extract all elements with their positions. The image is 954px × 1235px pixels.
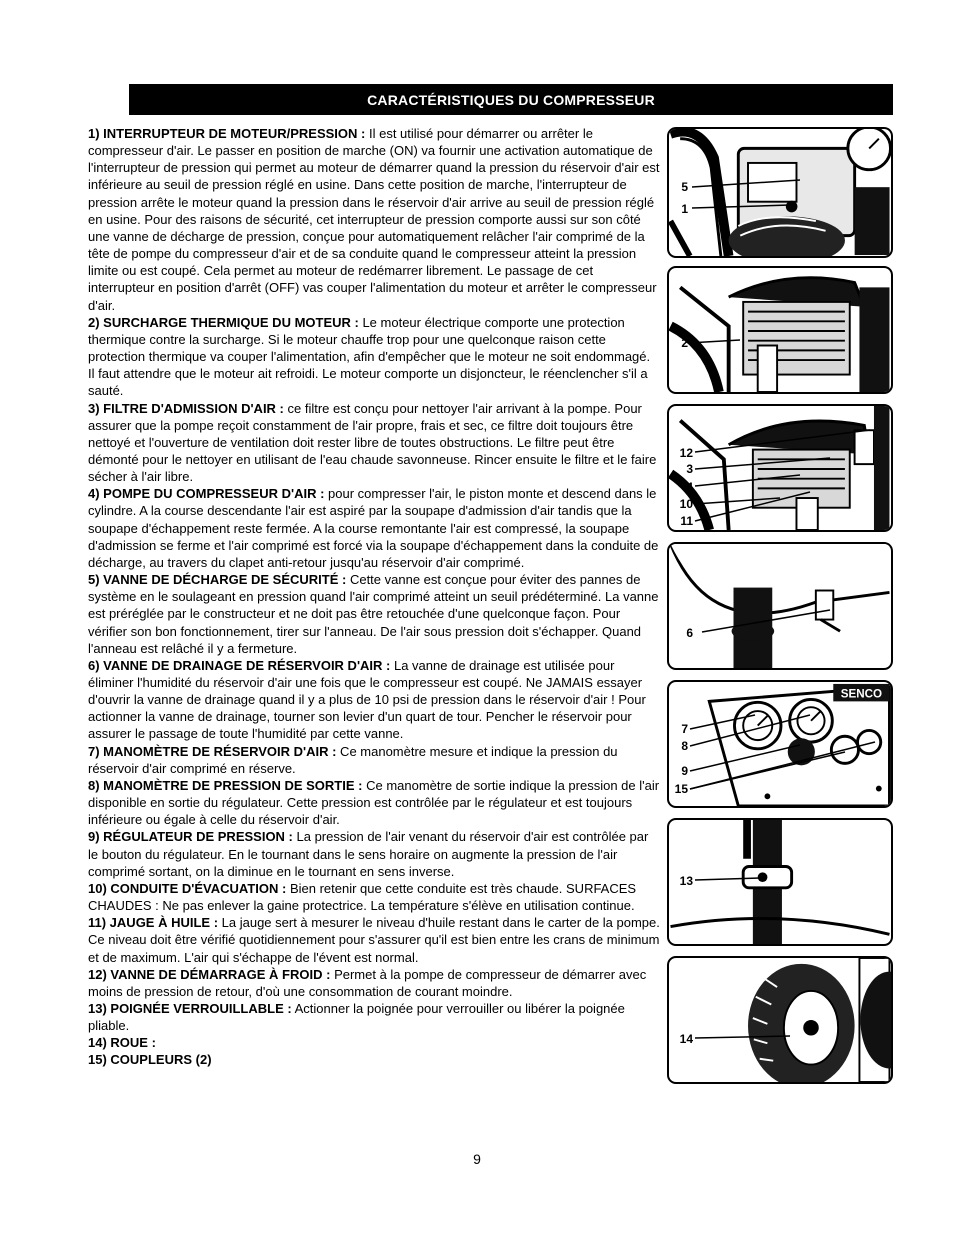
feature-item-1: [88, 125, 660, 314]
feature-item-7: [88, 743, 660, 777]
feature-label: 11) JAUGE À HUILE :: [88, 915, 219, 931]
callout-6: 6: [686, 626, 693, 640]
section-title: CARACTÉRISTIQUES DU COMPRESSEUR: [367, 91, 655, 108]
feature-text: Le moteur électrique comporte une protection thermique contre la surcharge. Si le moteur chauffe trop pour une quelconque raison cette protection thermique va couper l'alimentation, afin d'empêcher que le moteur ne soit endommagé. Il faut attendre que le moteur ait refroidi. Le moteur comporte un disjoncteur, le réenclencher s'il a sauté.: [88, 314, 651, 399]
feature-label: 12) VANNE DE DÉMARRAGE À FROID :: [88, 966, 331, 982]
feature-item-5: [88, 571, 660, 657]
feature-label: 15) COUPLEURS (2): [88, 1052, 212, 1068]
pressure-switch-drawing: [669, 129, 891, 256]
callout-12: 12: [679, 446, 693, 460]
control-panel-drawing: [669, 682, 891, 806]
page-number: 9: [473, 1151, 481, 1167]
feature-text: La vanne de drainage est utilisée pour éliminer l'humidité du réservoir d'air une fois que le compresseur est coupé. Ne JAMAIS essayer d'ouvrir la vanne de drainage quand il y a plus de 10 psi de pression dans le réservoir d'air ! Pour actionner la vanne de drainage, tourner son levier d'un quart de tour. Pencher le réservoir pour assurer le passage de toute l'humidité par cette vanne.: [88, 657, 646, 742]
illustration-motor-overload: [667, 266, 893, 394]
feature-item-4: [88, 485, 660, 571]
callout-1: 1: [681, 202, 688, 216]
callout-3: 3: [686, 462, 693, 476]
feature-label: 8) MANOMÈTRE DE PRESSION DE SORTIE :: [88, 777, 363, 793]
callout-7: 7: [681, 722, 688, 736]
callout-10: 10: [679, 497, 693, 511]
illustration-wheel: [667, 956, 893, 1084]
feature-item-9: [88, 828, 660, 879]
feature-text: Ce manomètre mesure et indique la pression du réservoir d'air comprimé en réserve.: [88, 743, 618, 776]
feature-item-8: [88, 777, 660, 828]
illustration-control-panel: [667, 680, 893, 808]
callout-8: 8: [681, 739, 688, 753]
feature-text: pour compresser l'air, le piston monte et descend dans le cylindre. A la course descendante l'air est aspiré par la soupape d'admission d'air tandis que la soupape d'échappement reste fermée. A la course remontante l'air est compressé, la soupape d'admission se ferme et l'air comprimé est forcé via la soupape d'échappement dans la conduite de décharge, au travers du clapet anti-retour jusqu'au réservoir d'air comprimé.: [88, 486, 659, 570]
feature-label: 9) RÉGULATEUR DE PRESSION :: [88, 829, 293, 845]
feature-text: La jauge sert à mesurer le niveau d'huile restant dans le carter de la pompe. Ce niveau doit être vérifié quotidiennement pour s'assurer qu'il est bien entre les crans de minimum et de maximum. L'air qui s'échappe de l'évent est normal.: [88, 915, 660, 965]
illustration-pressure-switch: [667, 127, 893, 258]
feature-text: ce filtre est conçu pour nettoyer l'air arrivant à la pompe. Pour assurer que la pompe reçoit constamment de l'air propre, frais et sec, ce filtre doit toujours être nettoyé et l'ouverture de ventilation doit rester libre de toutes obstructions. Le filtre peut être démonté pour le nettoyer en utilisant de l'eau chaude savonneuse. Rincer ensuite le filtre et le faire sécher à l'air libre.: [88, 400, 657, 485]
section-title-banner: [129, 84, 893, 115]
callout-13: 13: [679, 874, 693, 888]
drain-valve-drawing: [669, 544, 891, 668]
feature-label: 6) VANNE DE DRAINAGE DE RÉSERVOIR D'AIR :: [88, 657, 391, 673]
callout-11: 11: [680, 514, 693, 528]
motor-overload-drawing: [669, 268, 891, 392]
callout-14: 14: [679, 1032, 693, 1046]
feature-label: 3) FILTRE D'ADMISSION D'AIR :: [88, 400, 284, 416]
feature-label: 1) INTERRUPTEUR DE MOTEUR/PRESSION :: [88, 126, 366, 141]
callout-2: 2: [681, 336, 688, 350]
feature-item-11: [88, 914, 660, 965]
feature-item-15: [88, 1051, 660, 1068]
locking-handle-drawing: [669, 820, 891, 944]
feature-text: La pression de l'air venant du réservoir d'air est contrôlée par le bouton du régulateur. En le tournant dans le sens horaire on augmente la pression de l'air comprimé sortant, on la diminue en le tournant en sens inverse.: [88, 829, 649, 879]
feature-item-12: [88, 966, 660, 1000]
callout-15: 15: [674, 782, 688, 796]
feature-text: Cette vanne est conçue pour éviter des pannes de système en le soulageant en pression quand l'air comprimé atteint un seuil prédéterminé. La vanne est préréglée par le constructeur et ne doit pas être retouchée d'une quelconque façon. Pour vérifier son bon fonctionnement, tirer sur l'anneau. De l'air sous pression doit s'échapper. Quand l'anneau est relâché il y a fermeture.: [88, 572, 659, 656]
feature-item-6: [88, 657, 660, 743]
feature-list: [88, 125, 660, 1069]
feature-label: 13) POIGNÉE VERROUILLABLE :: [88, 1000, 292, 1016]
illustration-pump-head: [667, 404, 893, 532]
illustration-locking-handle: [667, 818, 893, 946]
callout-4: 4: [686, 480, 693, 494]
feature-label: 5) VANNE DE DÉCHARGE DE SÉCURITÉ :: [88, 572, 347, 588]
feature-item-10: [88, 880, 660, 914]
feature-text: Il est utilisé pour démarrer ou arrêter le compresseur d'air. Le passer en position de marche (ON) va fournir une activation automatique de l'interrupteur de pression qui permet au moteur de démarrer quand la pression du réservoir d'air est inférieure au seuil de pression réglé en usine. Dans cette position de marche, l'interrupteur de pression arrête le moteur quand la pression dans le réservoir d'air arrive au seuil de pression réglé en usine. Pour des raisons de sécurité, cet interrupteur de pression comporte aussi sur son côté une vanne de décharge de pression, conçue pour automatiquement relâcher l'air comprimé de la tête de pompe du compresseur d'air et de sa conduite quand le compresseur atteint la pression limite ou est coupé. Cela permet au moteur de redémarrer librement. Le passage de cet interrupteur en position d'arrêt (OFF) vas couper l'alimentation du moteur et arrêter le compresseur d'air.: [88, 126, 660, 313]
pump-head-drawing: [669, 406, 891, 530]
brand-logo: SENCO: [840, 687, 883, 701]
feature-label: 10) CONDUITE D'ÉVACUATION :: [88, 880, 287, 896]
feature-item-2: [88, 314, 660, 400]
feature-text: Actionner la poignée pour verrouiller ou libérer la poignée pliable.: [88, 1000, 625, 1034]
feature-label: 7) MANOMÈTRE DE RÉSERVOIR D'AIR :: [88, 743, 337, 759]
feature-item-14: [88, 1034, 660, 1051]
feature-text: Ce manomètre de sortie indique la pression de l'air disponible en sortie du régulateur. Cette pression est contrôlée par le régulateur et est toujours inférieure ou égale à celle du réservoir d'air.: [88, 777, 660, 828]
illustration-drain-valve: [667, 542, 893, 670]
feature-label: 14) ROUE :: [88, 1035, 156, 1051]
feature-label: 2) SURCHARGE THERMIQUE DU MOTEUR :: [88, 314, 359, 330]
callout-5: 5: [681, 180, 688, 194]
feature-item-3: [88, 400, 660, 486]
wheel-drawing: [669, 958, 891, 1082]
feature-item-13: [88, 1000, 660, 1034]
feature-label: 4) POMPE DU COMPRESSEUR D'AIR :: [88, 486, 325, 502]
callout-9: 9: [681, 764, 688, 778]
feature-text: Bien retenir que cette conduite est très chaude. SURFACES CHAUDES : Ne pas enlever la gaine protectrice. La température s'élève en utilisation continue.: [88, 880, 637, 914]
feature-text: Permet à la pompe de compresseur de démarrer avec moins de pression de retour, d'où une consommation de courant moindre.: [88, 966, 647, 999]
